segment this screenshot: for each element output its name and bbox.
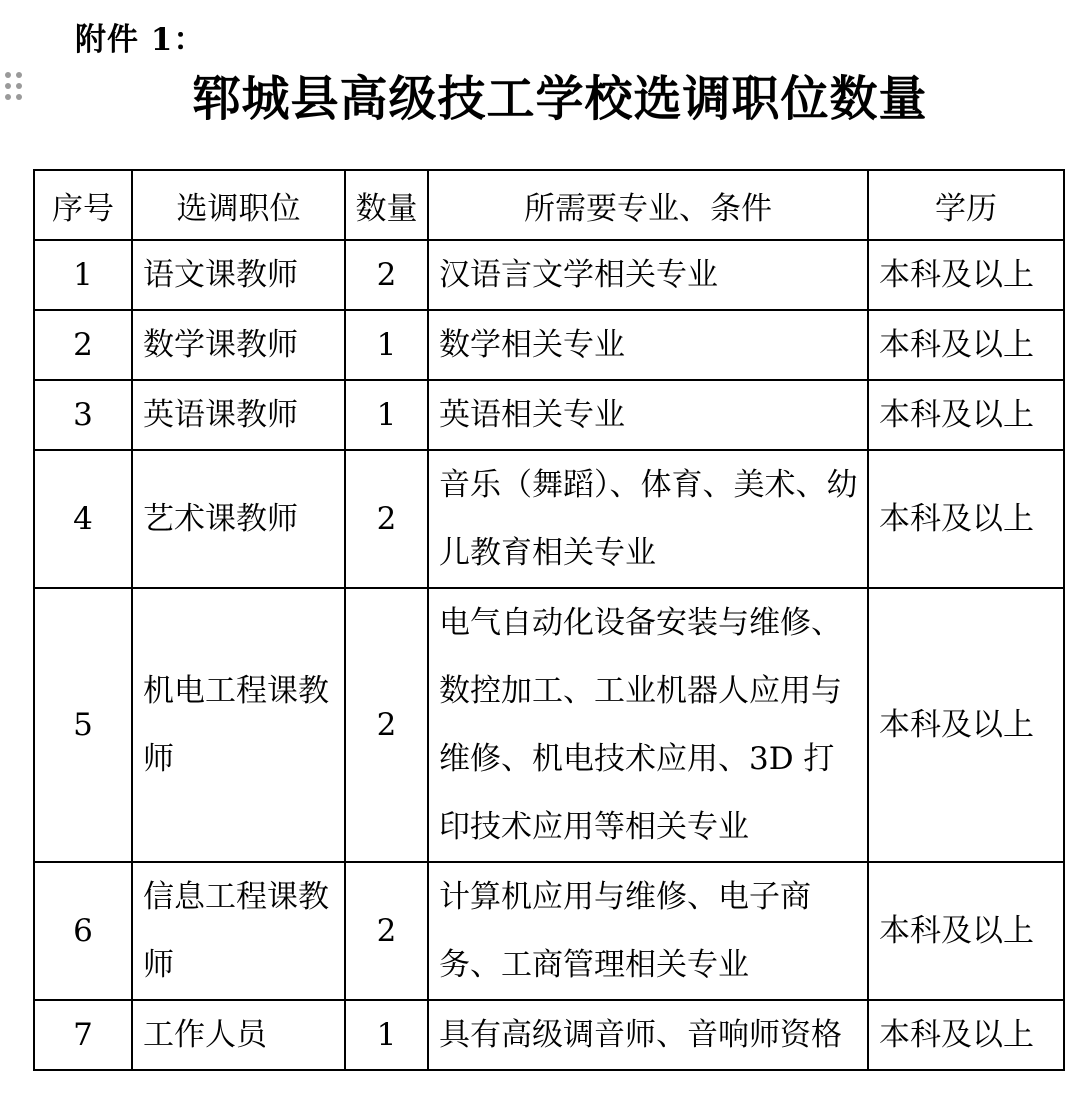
header-education: 学历	[868, 170, 1064, 240]
cell-education: 本科及以上	[868, 862, 1064, 1000]
cell-quantity: 1	[345, 380, 428, 450]
cell-quantity: 2	[345, 240, 428, 310]
table-row	[34, 1000, 1064, 1070]
cell-requirements: 汉语言文学相关专业	[428, 240, 868, 310]
header-position: 选调职位	[132, 170, 345, 240]
document-title: 郓城县高级技工学校选调职位数量	[192, 71, 928, 127]
cell-position: 艺术课教师	[132, 450, 345, 588]
table-row	[34, 380, 1064, 450]
cell-requirements: 数学相关专业	[428, 310, 868, 380]
header-requirements: 所需要专业、条件	[428, 170, 868, 240]
cell-requirements: 计算机应用与维修、电子商务、工商管理相关专业	[428, 862, 868, 1000]
cell-index: 3	[34, 380, 132, 450]
table-row	[34, 588, 1064, 862]
positions-table	[33, 169, 1065, 1071]
cell-requirements: 音乐（舞蹈）、体育、美术、幼儿教育相关专业	[428, 450, 868, 588]
table-row	[34, 862, 1064, 1000]
table-row	[34, 450, 1064, 588]
cell-position: 信息工程课教师	[132, 862, 345, 1000]
cell-position: 机电工程课教师	[132, 588, 345, 862]
table-row	[34, 310, 1064, 380]
cell-index: 7	[34, 1000, 132, 1070]
cell-index: 4	[34, 450, 132, 588]
cell-index: 6	[34, 862, 132, 1000]
cell-education: 本科及以上	[868, 380, 1064, 450]
table-header-row	[34, 170, 1064, 240]
cell-position: 数学课教师	[132, 310, 345, 380]
cell-quantity: 2	[345, 450, 428, 588]
cell-quantity: 2	[345, 862, 428, 1000]
header-index: 序号	[34, 170, 132, 240]
cell-education: 本科及以上	[868, 450, 1064, 588]
cell-index: 5	[34, 588, 132, 862]
cell-quantity: 1	[345, 310, 428, 380]
cell-index: 2	[34, 310, 132, 380]
attachment-label: 附件 1：	[75, 22, 206, 58]
cell-position: 语文课教师	[132, 240, 345, 310]
cell-education: 本科及以上	[868, 310, 1064, 380]
cell-quantity: 1	[345, 1000, 428, 1070]
cell-position: 工作人员	[132, 1000, 345, 1070]
cell-education: 本科及以上	[868, 1000, 1064, 1070]
cell-index: 1	[34, 240, 132, 310]
table-row	[34, 240, 1064, 310]
header-quantity: 数量	[345, 170, 428, 240]
cell-education: 本科及以上	[868, 240, 1064, 310]
cell-requirements: 英语相关专业	[428, 380, 868, 450]
cell-education: 本科及以上	[868, 588, 1064, 862]
cell-quantity: 2	[345, 588, 428, 862]
cell-position: 英语课教师	[132, 380, 345, 450]
cell-requirements: 电气自动化设备安装与维修、数控加工、工业机器人应用与维修、机电技术应用、3D 打印技术应用等相关专业	[428, 588, 868, 862]
cell-requirements: 具有高级调音师、音响师资格	[428, 1000, 868, 1070]
